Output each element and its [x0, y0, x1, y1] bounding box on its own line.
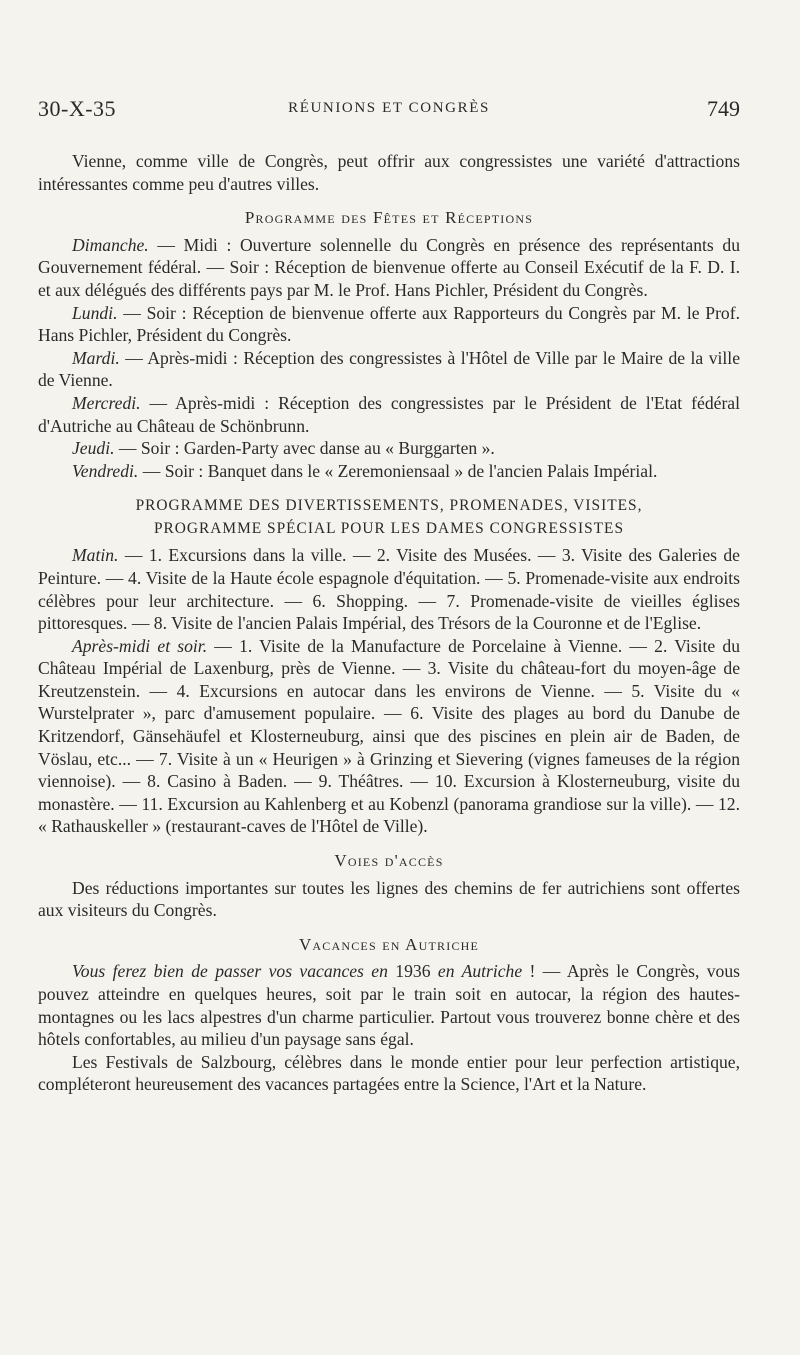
day-label: Lundi.: [72, 302, 118, 323]
period-label: Matin.: [72, 545, 119, 566]
section-title-voies: Voies d'accès: [334, 851, 444, 871]
day-label: Mardi.: [72, 347, 120, 368]
day-paragraph: [38, 437, 740, 460]
page-body: [38, 150, 740, 1096]
section-title-fetes: Programme des Fêtes et Réceptions: [244, 208, 534, 228]
day-label: Jeudi.: [72, 438, 115, 459]
voies-paragraph: Des réductions importantes sur toutes les lignes des chemins de fer autrichiens sont offertes aux visiteurs du Congrès.: [38, 877, 740, 921]
vacances-year: 1936: [387, 961, 438, 982]
header-date: 30-X-35: [38, 96, 117, 121]
activity-text: — 1. Visite de la Manufacture de Porcelaine à Vienne. — 2. Visite du Château Impérial de Laxenburg, près de Vienne. — 3. Visite du château-fort du moyen-âge de Kreutzenstein. — 4. Excursions en autocar dans les environs de Vienne. — 5. Visite du « Wurstelprater », parc d'amusement populaire. — 6. Visite des plages au bord du Danube de Kritzendorf, Gänsehäufel et Klosterneuburg, ainsi que des piscines en plein air de Baden, de Vöslau, etc... — 7. Visite à un « Heurigen » à Grinzing et Sievering (vignes fameuses de la région viennoise). — 8. Casino à Baden. — 9. Théâtres. — 10. Excursion à Klosterneuburg, visite du monastère. — 11. Excursion au Kahlenberg et au Kobenzl (panorama grandiose sur la ville). — 12. « Rathauskeller » (restaurant-caves de l'Hôtel de Ville).: [38, 635, 740, 837]
day-paragraph: [38, 302, 740, 347]
page-number: 749: [707, 96, 740, 121]
activity-text: — 1. Excursions dans la ville. — 2. Visite des Musées. — 3. Visite des Galeries de Peinture. — 4. Visite de la Haute école espagnole d'équitation. — 5. Promenade-visite aux endroits célèbres pour leur architecture. — 6. Shopping. — 7. Promenade-visite de vieilles églises pittoresques. — 8. Visite de l'ancien Palais Impérial, des Trésors de la Couronne et de l'Eglise.: [38, 545, 740, 634]
day-paragraph: [38, 234, 740, 302]
day-text: — Soir : Réception de bienvenue offerte aux Rapporteurs du Congrès par M. le Prof. Hans Pichler, Président du Congrès.: [38, 302, 740, 346]
vacances-paragraph: [38, 960, 740, 1050]
day-text: — Après-midi : Réception des congressistes par le Président de l'Etat fédéral d'Autriche au Château de Schönbrunn.: [38, 392, 740, 436]
day-label: Vendredi.: [72, 460, 139, 481]
day-text: — Midi : Ouverture solennelle du Congrès en présence des représentants du Gouvernement fédéral. — Soir : Réception de bienvenue offerte au Conseil Exécutif de la F. D. I. et aux délégués des différents pays par M. le Prof. Hans Pichler, Président du Congrès.: [38, 234, 740, 300]
festivals-paragraph: Les Festivals de Salzbourg, célèbres dans le monde entier pour leur perfection artistique, compléteront heureusement des vacances partagées entre la Science, l'Art et la Nature.: [38, 1051, 740, 1095]
day-text: — Après-midi : Réception des congressistes à l'Hôtel de Ville par le Maire de la ville de Vienne.: [38, 347, 740, 391]
activity-paragraph: [38, 544, 740, 634]
day-label: Dimanche.: [72, 234, 149, 255]
intro-paragraph: Vienne, comme ville de Congrès, peut offrir aux congressistes une variété d'attractions intéressantes comme peu d'autres villes.: [38, 151, 740, 194]
day-text: — Soir : Banquet dans le « Zeremoniensaal » de l'ancien Palais Impérial.: [138, 460, 658, 481]
day-paragraph: [38, 347, 740, 392]
activity-paragraph: [38, 635, 740, 838]
running-header: [38, 96, 740, 130]
section-title-divertissements: [38, 494, 740, 540]
vacances-text: ! — Après le Congrès, vous pouvez atteindre en quelques heures, soit par le train soit en autocar, la région des hautes-montagnes ou les lacs alpestres d'un charme particulier. Partout vous trouverez bonne chère et des hôtels confortables, au milieu d'un paysage sans égal.: [38, 961, 740, 1050]
section-title-line2: PROGRAMME SPÉCIAL POUR LES DAMES CONGRESSISTES: [153, 520, 625, 538]
vacances-italic-1: Vous ferez bien de passer vos vacances en: [72, 961, 388, 982]
day-paragraph: [38, 460, 740, 483]
header-title: RÉUNIONS ET CONGRÈS: [288, 100, 490, 116]
section-title-vacances: Vacances en Autriche: [298, 934, 480, 954]
period-label: Après-midi et soir.: [72, 635, 208, 656]
day-text: — Soir : Garden-Party avec danse au « Burggarten ».: [114, 438, 495, 459]
vacances-italic-2: en Autriche: [437, 961, 523, 982]
day-label: Mercredi.: [72, 392, 141, 413]
day-paragraph: [38, 392, 740, 437]
section-title-line1: PROGRAMME DES DIVERTISSEMENTS, PROMENADES, VISITES,: [135, 497, 643, 515]
